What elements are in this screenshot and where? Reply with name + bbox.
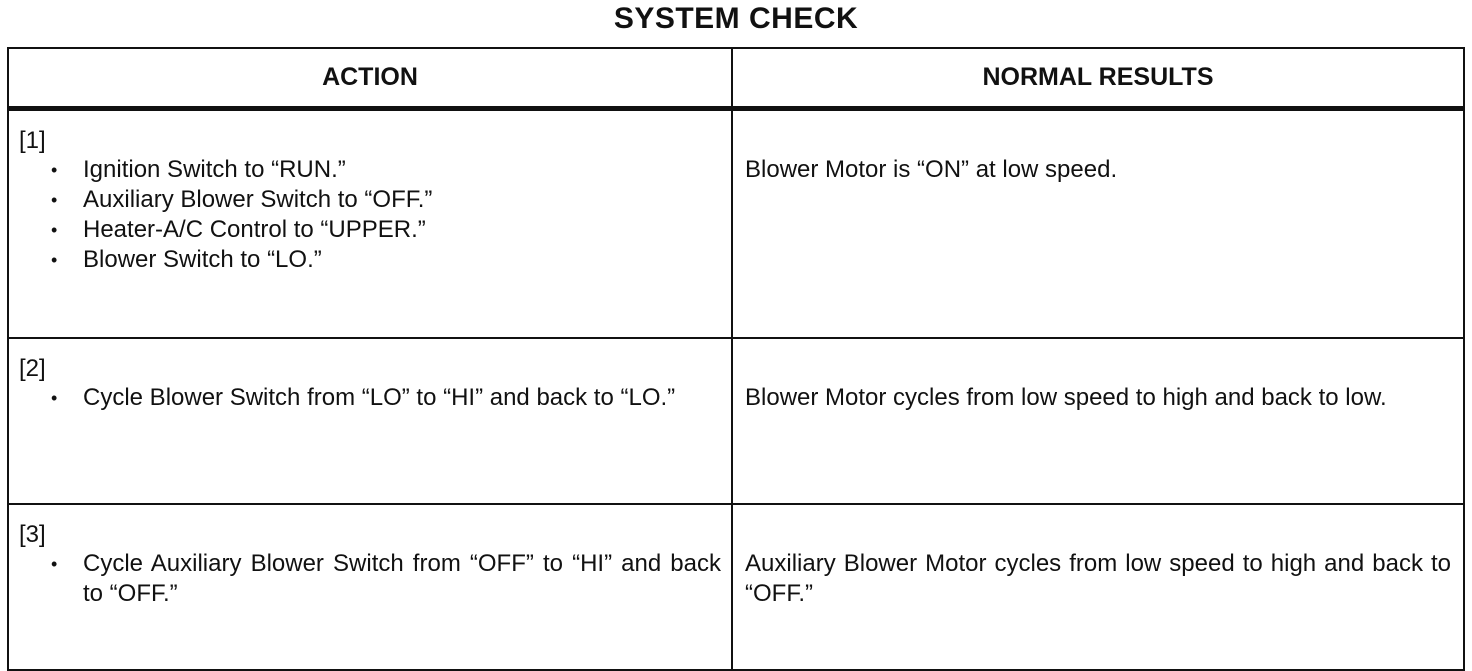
action-list xyxy=(19,549,721,609)
result-cell: Auxiliary Blower Motor cycles from low speed to high and back to “OFF.” xyxy=(732,504,1464,670)
system-check-table xyxy=(7,47,1465,671)
action-column-header: ACTION xyxy=(8,48,732,109)
action-item: • Cycle Blower Switch from “LO” to “HI” and back to “LO.” xyxy=(51,383,721,413)
action-item: • Heater-A/C Control to “UPPER.” xyxy=(51,215,721,245)
table-row xyxy=(8,109,1464,339)
action-item: • Cycle Auxiliary Blower Switch from “OFF” to “HI” and back to “OFF.” xyxy=(51,549,721,609)
result-cell: Blower Motor is “ON” at low speed. xyxy=(732,109,1464,339)
table-row xyxy=(8,504,1464,670)
step-number: [3] xyxy=(19,521,46,548)
action-list xyxy=(19,155,721,275)
page-title: SYSTEM CHECK xyxy=(613,2,859,35)
table-header-row xyxy=(8,48,1464,109)
action-item: • Auxiliary Blower Switch to “OFF.” xyxy=(51,185,721,215)
action-cell xyxy=(8,338,732,504)
result-cell: Blower Motor cycles from low speed to high and back to low. xyxy=(732,338,1464,504)
action-cell xyxy=(8,109,732,339)
normal-results-column-header: NORMAL RESULTS xyxy=(732,48,1464,109)
step-number: [1] xyxy=(19,127,46,154)
table-row xyxy=(8,338,1464,504)
action-cell xyxy=(8,504,732,670)
action-item: • Blower Switch to “LO.” xyxy=(51,245,721,275)
step-number: [2] xyxy=(19,355,46,382)
action-item: • Ignition Switch to “RUN.” xyxy=(51,155,721,185)
action-list xyxy=(19,383,721,413)
